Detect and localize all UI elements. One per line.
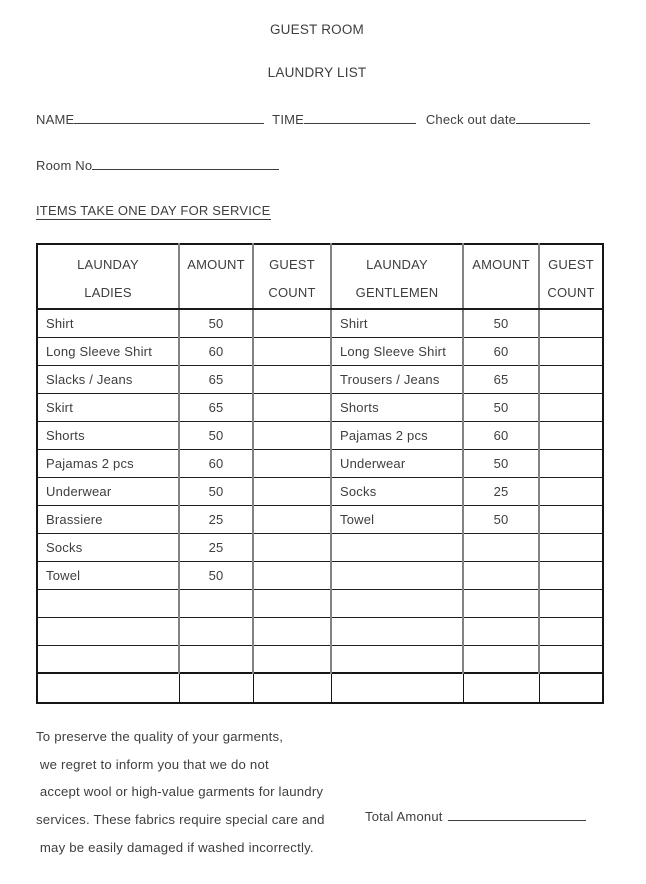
gentlemen-amount-cell [463, 673, 539, 703]
gentlemen-amount-cell: 60 [463, 337, 539, 365]
total-amount-fill-line [448, 807, 586, 821]
gentlemen-guest-count-cell [539, 505, 603, 533]
gentlemen-amount-cell [463, 533, 539, 561]
gentlemen-amount-cell [463, 561, 539, 589]
table-row [37, 337, 603, 365]
room-number-fill-line [92, 156, 279, 170]
table-row [37, 449, 603, 477]
ladies-amount-cell: 25 [179, 505, 253, 533]
footer-line: we regret to inform you that we do not [36, 756, 269, 772]
header-gentlemen-guest-count: GUEST COUNT [539, 244, 603, 309]
gentlemen-item-cell [331, 645, 463, 673]
ladies-guest-count-cell [253, 393, 331, 421]
gentlemen-guest-count-cell [539, 561, 603, 589]
table-row [37, 617, 603, 645]
ladies-item-cell [37, 645, 179, 673]
gentlemen-item-cell: Long Sleeve Shirt [331, 337, 463, 365]
ladies-amount-cell: 50 [179, 309, 253, 337]
gentlemen-guest-count-cell [539, 477, 603, 505]
ladies-guest-count-cell [253, 561, 331, 589]
ladies-guest-count-cell [253, 645, 331, 673]
ladies-item-cell: Towel [37, 561, 179, 589]
gentlemen-guest-count-cell [539, 589, 603, 617]
page-subtitle: LAUNDRY LIST [267, 65, 367, 80]
footer-line: services. These fabrics require special care and [36, 812, 325, 828]
ladies-guest-count-cell [253, 309, 331, 337]
name-fill-line [74, 110, 264, 124]
ladies-guest-count-cell [253, 449, 331, 477]
footer-line: may be easily damaged if washed incorrectly. [36, 839, 314, 855]
footer-line: To preserve the quality of your garments, [36, 729, 284, 744]
checkout-date-fill-line [516, 110, 590, 124]
ladies-amount-cell [179, 645, 253, 673]
service-note [36, 203, 271, 220]
gentlemen-amount-cell: 50 [463, 449, 539, 477]
ladies-guest-count-cell [253, 505, 331, 533]
table-row [37, 533, 603, 561]
ladies-amount-cell: 65 [179, 365, 253, 393]
ladies-item-cell: Skirt [37, 393, 179, 421]
header-ladies-item: LAUNDAY LADIES [37, 244, 179, 309]
gentlemen-item-cell: Shirt [331, 309, 463, 337]
ladies-item-cell: Shirt [37, 309, 179, 337]
header-ladies-amount: AMOUNT [179, 244, 253, 309]
gentlemen-item-cell: Shorts [331, 393, 463, 421]
gentlemen-item-cell [331, 617, 463, 645]
total-amount-label: Total Amonut [365, 809, 443, 824]
page-title: GUEST ROOM [269, 22, 364, 37]
gentlemen-guest-count-cell [539, 393, 603, 421]
table-row [37, 673, 603, 703]
gentlemen-item-cell [331, 561, 463, 589]
laundry-price-table [36, 243, 604, 704]
table-row [37, 589, 603, 617]
ladies-amount-cell [179, 673, 253, 703]
ladies-amount-cell: 25 [179, 533, 253, 561]
gentlemen-item-cell [331, 533, 463, 561]
ladies-amount-cell: 60 [179, 449, 253, 477]
ladies-item-cell: Socks [37, 533, 179, 561]
ladies-guest-count-cell [253, 365, 331, 393]
table-row [37, 505, 603, 533]
gentlemen-amount-cell [463, 617, 539, 645]
gentlemen-amount-cell: 25 [463, 477, 539, 505]
ladies-item-cell: Underwear [37, 477, 179, 505]
table-row [37, 421, 603, 449]
room-number-row [36, 156, 646, 171]
gentlemen-guest-count-cell [539, 449, 603, 477]
ladies-guest-count-cell [253, 617, 331, 645]
ladies-amount-cell: 50 [179, 477, 253, 505]
ladies-item-cell [37, 617, 179, 645]
table-row [37, 561, 603, 589]
table-row [37, 393, 603, 421]
ladies-item-cell: Pajamas 2 pcs [37, 449, 179, 477]
table-row [37, 645, 603, 673]
ladies-guest-count-cell [253, 477, 331, 505]
ladies-guest-count-cell [253, 421, 331, 449]
ladies-amount-cell: 65 [179, 393, 253, 421]
gentlemen-item-cell: Socks [331, 477, 463, 505]
gentlemen-guest-count-cell [539, 645, 603, 673]
table-row [37, 309, 603, 337]
ladies-item-cell: Long Sleeve Shirt [37, 337, 179, 365]
time-fill-line [304, 110, 416, 124]
time-label: TIME [272, 112, 305, 127]
name-label: NAME [36, 112, 75, 127]
ladies-item-cell [37, 673, 179, 703]
gentlemen-guest-count-cell [539, 365, 603, 393]
gentlemen-guest-count-cell [539, 673, 603, 703]
ladies-item-cell: Shorts [37, 421, 179, 449]
checkout-date-label: Check out date [425, 112, 517, 127]
ladies-amount-cell [179, 617, 253, 645]
gentlemen-amount-cell [463, 645, 539, 673]
ladies-guest-count-cell [253, 589, 331, 617]
name-time-checkout-row [36, 110, 646, 125]
gentlemen-item-cell [331, 673, 463, 703]
gentlemen-guest-count-cell [539, 617, 603, 645]
gentlemen-item-cell [331, 589, 463, 617]
ladies-amount-cell: 50 [179, 561, 253, 589]
footer-line: accept wool or high-value garments for laundry [36, 784, 324, 800]
ladies-guest-count-cell [253, 337, 331, 365]
header-gentlemen-item: LAUNDAY GENTLEMEN [331, 244, 463, 309]
table-row [37, 477, 603, 505]
gentlemen-item-cell: Towel [331, 505, 463, 533]
total-amount-row [365, 807, 586, 824]
footer-note [36, 723, 626, 862]
header-ladies-guest-count: GUEST COUNT [253, 244, 331, 309]
gentlemen-guest-count-cell [539, 337, 603, 365]
gentlemen-item-cell: Pajamas 2 pcs [331, 421, 463, 449]
gentlemen-amount-cell: 65 [463, 365, 539, 393]
header-gentlemen-amount: AMOUNT [463, 244, 539, 309]
gentlemen-guest-count-cell [539, 533, 603, 561]
room-number-label: Room No [36, 158, 93, 173]
gentlemen-item-cell: Underwear [331, 449, 463, 477]
gentlemen-amount-cell: 60 [463, 421, 539, 449]
gentlemen-item-cell: Trousers / Jeans [331, 365, 463, 393]
gentlemen-guest-count-cell [539, 309, 603, 337]
gentlemen-guest-count-cell [539, 421, 603, 449]
ladies-amount-cell: 50 [179, 421, 253, 449]
ladies-item-cell [37, 589, 179, 617]
ladies-guest-count-cell [253, 673, 331, 703]
ladies-amount-cell: 60 [179, 337, 253, 365]
ladies-guest-count-cell [253, 533, 331, 561]
table-row [37, 365, 603, 393]
ladies-amount-cell [179, 589, 253, 617]
gentlemen-amount-cell [463, 589, 539, 617]
gentlemen-amount-cell: 50 [463, 505, 539, 533]
ladies-item-cell: Slacks / Jeans [37, 365, 179, 393]
ladies-item-cell: Brassiere [37, 505, 179, 533]
gentlemen-amount-cell: 50 [463, 309, 539, 337]
service-note-text: ITEMS TAKE ONE DAY FOR SERVICE [36, 203, 271, 218]
gentlemen-amount-cell: 50 [463, 393, 539, 421]
